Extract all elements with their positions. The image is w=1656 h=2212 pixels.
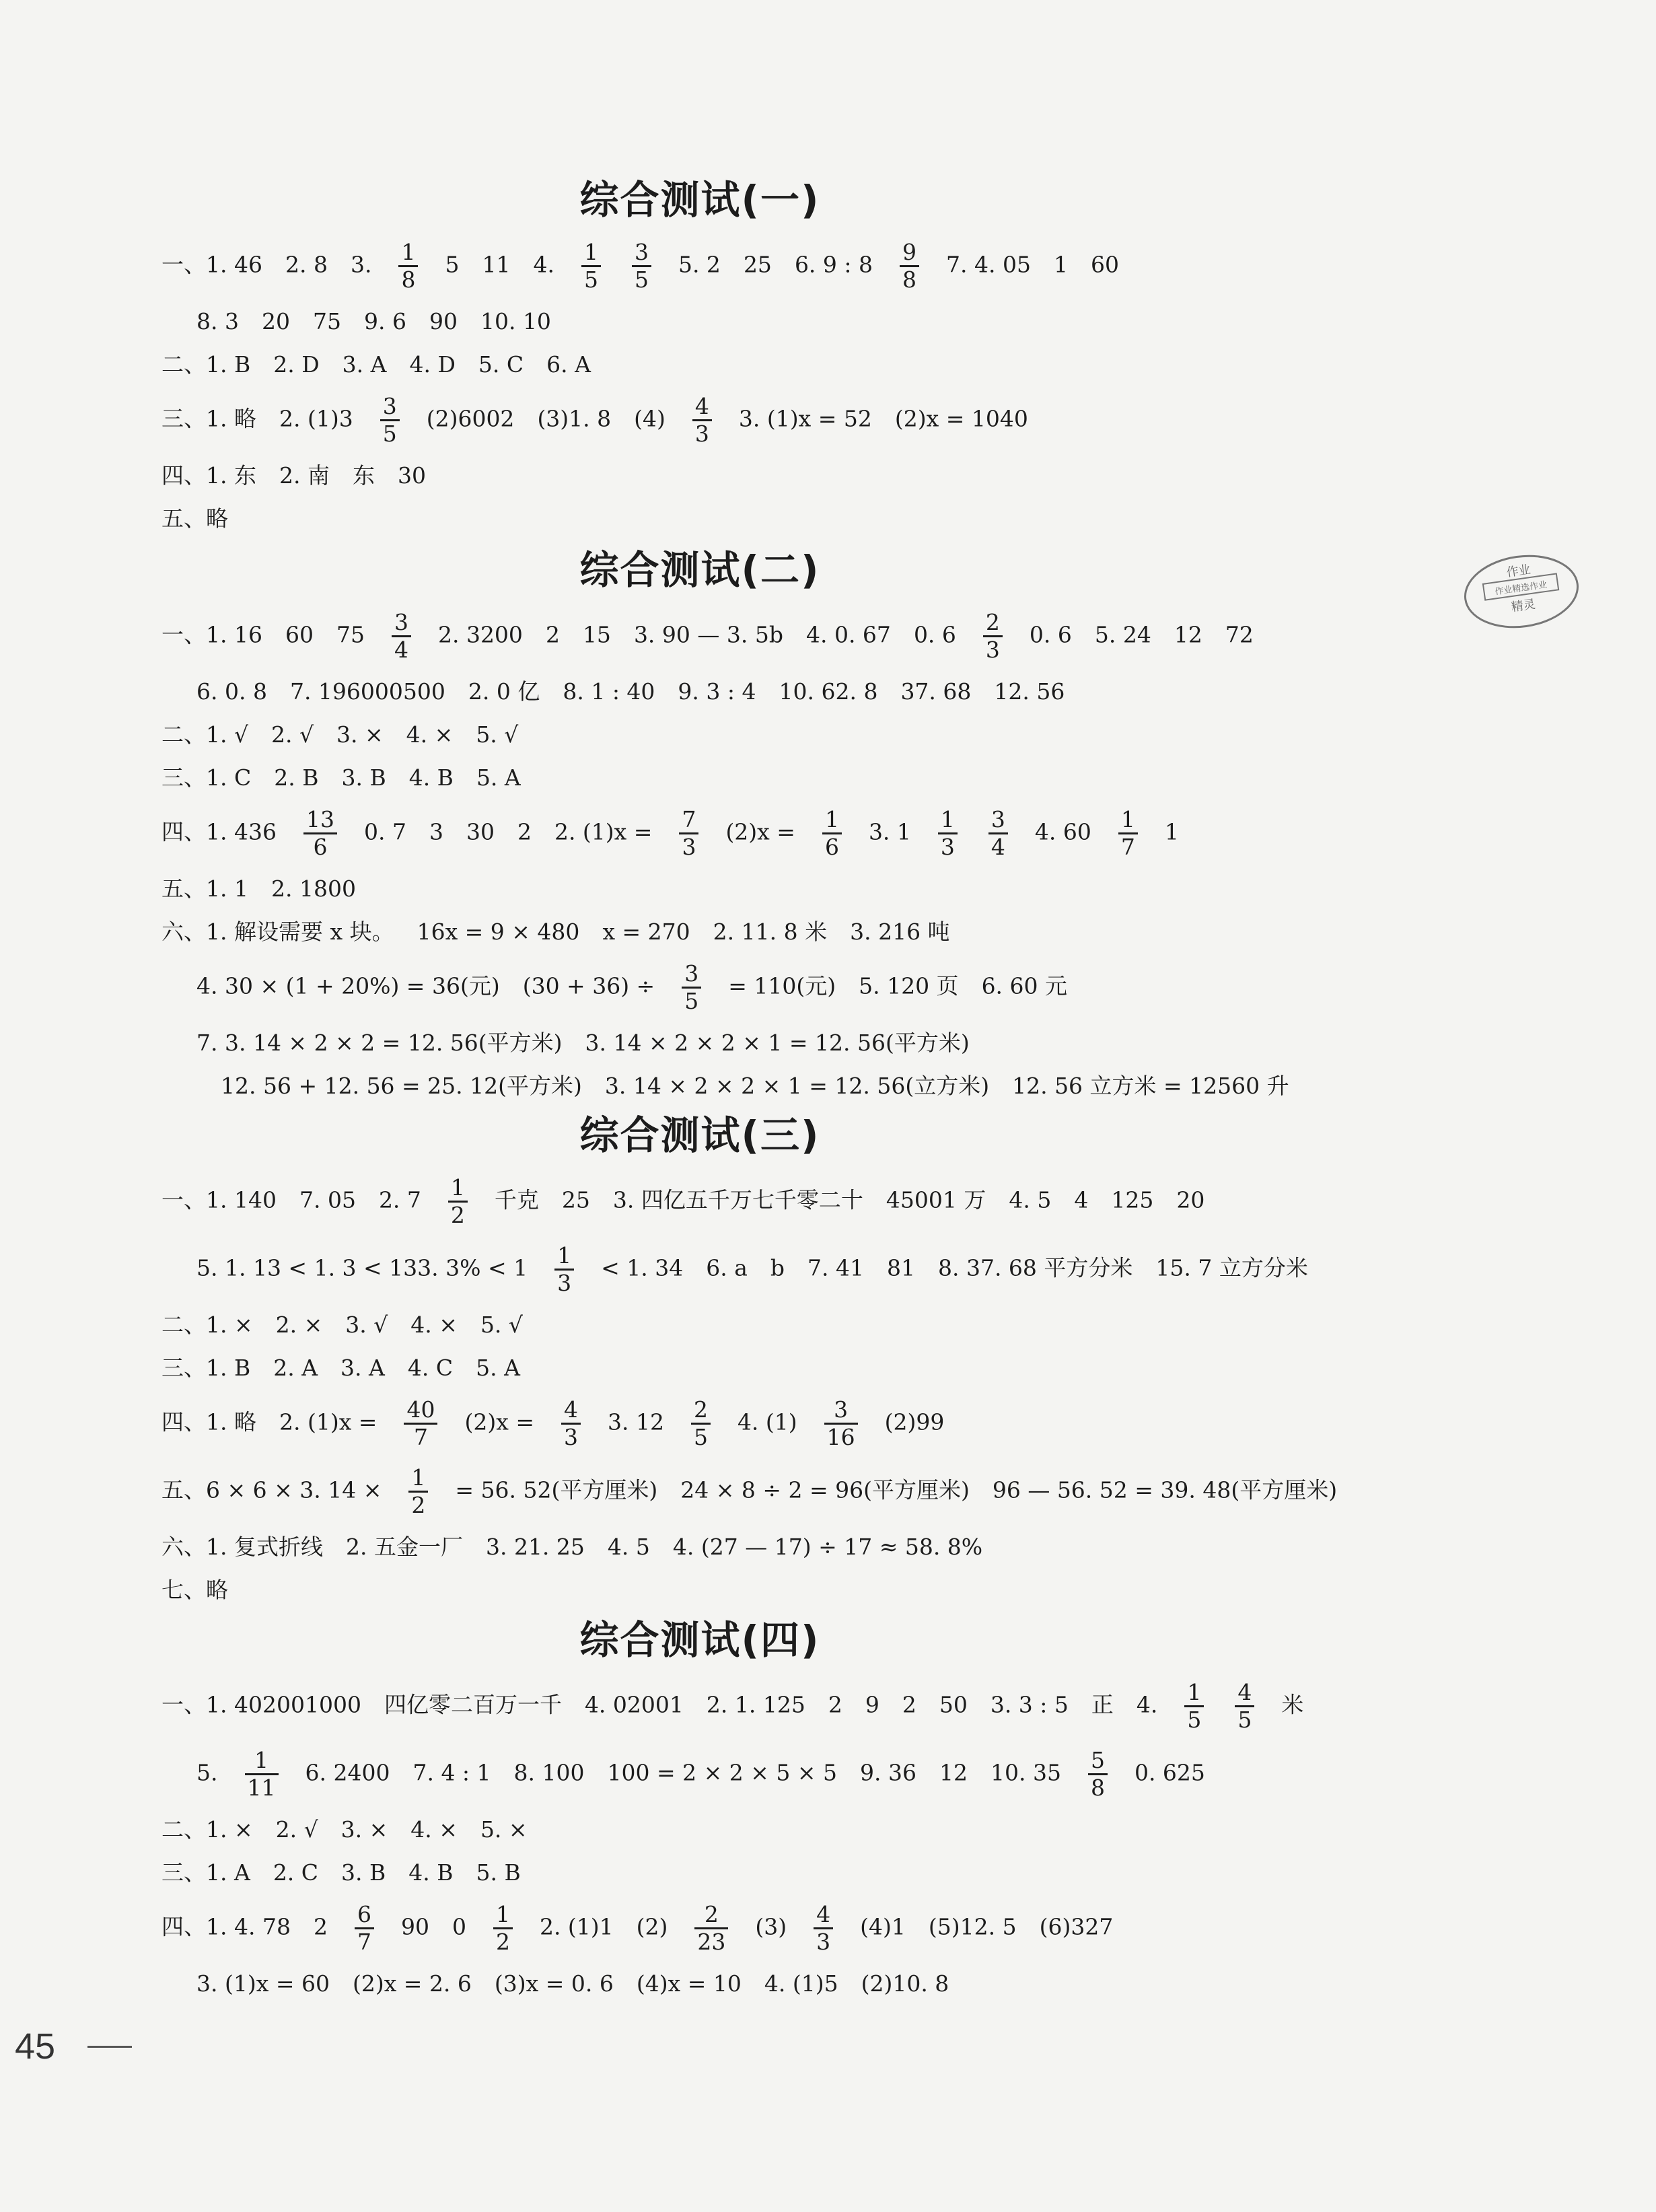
- answer-token: 10. 10: [480, 308, 551, 334]
- answer-token: 3. 四亿五千万七千零二十: [612, 1186, 863, 1213]
- answer-token: (2)x = 1040: [894, 405, 1028, 432]
- fraction: $\frac{3}{4}$: [988, 807, 1008, 860]
- answer-token: 四、1. 略: [161, 1408, 256, 1435]
- answer-line: [161, 1679, 1304, 1733]
- answer-token: 4. 5: [607, 1534, 650, 1560]
- stamp-bottom-text: 精灵: [1510, 597, 1537, 615]
- answer-token: 2: [313, 1913, 328, 1940]
- answer-token: 1: [1164, 818, 1179, 845]
- answer-token: 7. 4 : 1: [412, 1759, 491, 1786]
- answer-token: (6)327: [1039, 1913, 1114, 1940]
- answer-token: 4. B: [408, 764, 454, 791]
- answer-token: 米: [1281, 1691, 1304, 1718]
- answer-token: 四、1. 436: [161, 818, 277, 845]
- answer-token: 4. 30 × (1 + 20%) = 36(元): [196, 972, 500, 999]
- answer-token: 4: [1074, 1186, 1089, 1213]
- answer-token: (5)12. 5: [928, 1913, 1017, 1940]
- answer-token: 2. B: [274, 764, 319, 791]
- fraction: $\frac{3}{5}$: [632, 240, 651, 293]
- answer-line: [161, 1859, 1238, 1887]
- answer-token: 七、略: [161, 1577, 228, 1603]
- answer-token: 二、1. ×: [161, 1312, 253, 1338]
- answer-token: 2. ×: [275, 1312, 323, 1338]
- answer-token: 6. 60 元: [981, 972, 1068, 999]
- answer-token: 五、1. 1: [161, 876, 248, 902]
- answer-token: 8. 1 : 40: [563, 678, 655, 705]
- answer-line: [161, 308, 1238, 336]
- answer-token: 3. (1)x = 52: [738, 405, 872, 432]
- answer-token: 5. A: [476, 764, 521, 791]
- answer-token: 37. 68: [900, 678, 972, 705]
- answer-line: [161, 875, 1238, 903]
- answer-token: 2. D: [273, 351, 320, 378]
- answer-token: 100 = 2 × 2 × 5 × 5: [607, 1759, 838, 1786]
- fraction: $\frac{1}{11}$: [245, 1748, 279, 1801]
- answer-token: 2: [545, 621, 560, 648]
- test-title: 综合测试(一): [579, 177, 820, 223]
- fraction: $\frac{1}{2}$: [408, 1465, 428, 1518]
- answer-token: 三、1. B: [161, 1355, 251, 1381]
- answer-token: 5. √: [480, 1312, 523, 1338]
- answer-line: [161, 505, 1238, 533]
- answer-token: 96 — 56. 52 = 39. 48(平方厘米): [992, 1476, 1338, 1503]
- answer-token: 二、1. ×: [161, 1816, 253, 1843]
- answer-token: 9. 36: [860, 1759, 916, 1786]
- answer-line: [161, 721, 1238, 749]
- page-number-dash: [87, 2046, 132, 2048]
- answer-token: 3. A: [342, 351, 387, 378]
- answer-token: 0: [452, 1913, 466, 1940]
- answer-token: 四亿零二百万一千: [384, 1691, 562, 1718]
- answer-token: 4. 02001: [584, 1691, 684, 1718]
- answer-token: (2)6002: [426, 405, 515, 432]
- answer-token: 3. 21. 25: [485, 1534, 585, 1560]
- answer-token: 0. 6: [913, 621, 956, 648]
- answer-token: 3. 90 — 3. 5b: [633, 621, 783, 648]
- fraction: $\frac{1}{8}$: [398, 240, 418, 293]
- answer-token: 4. 5: [1009, 1186, 1052, 1213]
- fraction: $\frac{4}{5}$: [1235, 1680, 1254, 1733]
- answer-line: [161, 1242, 1308, 1296]
- answer-token: 4. 0. 67: [805, 621, 891, 648]
- answer-token: 9. 6: [363, 308, 406, 334]
- answer-token: 3. 14 × 2 × 2 × 1 = 12. 56(平方米): [585, 1030, 970, 1056]
- answer-token: 12: [1174, 621, 1202, 648]
- answer-token: 4.: [533, 251, 554, 278]
- answer-token: 24 × 8 ÷ 2 = 96(平方厘米): [680, 1476, 970, 1503]
- answer-token: 8. 3: [196, 308, 239, 334]
- answer-token: 3. B: [341, 764, 386, 791]
- answer-token: 5: [445, 251, 460, 278]
- answer-token: 3: [429, 818, 443, 845]
- answer-token: 12. 56: [994, 678, 1065, 705]
- answer-token: 二、1. B: [161, 351, 251, 378]
- answer-token: 3. ×: [340, 1816, 388, 1843]
- answer-token: 5. 24: [1094, 621, 1151, 648]
- answer-token: 2. (1)3: [279, 405, 353, 432]
- answer-token: 五、6 × 6 × 3. 14 ×: [161, 1476, 382, 1503]
- answer-token: 30: [397, 462, 426, 489]
- answer-token: 东: [352, 462, 375, 489]
- answer-token: 四、1. 4. 78: [161, 1913, 291, 1940]
- answer-token: 75: [336, 621, 365, 648]
- test-title: 综合测试(三): [579, 1112, 820, 1158]
- answer-token: 7. 3. 14 × 2 × 2 = 12. 56(平方米): [196, 1030, 563, 1056]
- answer-token: 9: [865, 1691, 879, 1718]
- answer-token: (2)x = 2. 6: [352, 1970, 472, 1997]
- answer-token: 一、1. 16: [161, 621, 262, 648]
- answer-token: 2. C: [273, 1859, 319, 1886]
- answer-line: [161, 1397, 1238, 1450]
- answer-token: 10. 62. 8: [779, 678, 878, 705]
- answer-token: 5. C: [478, 351, 524, 378]
- fraction: $\frac{2}{23}$: [694, 1902, 728, 1955]
- answer-token: 6. A: [546, 351, 591, 378]
- answer-token: 5. √: [476, 721, 519, 748]
- answer-token: (2): [636, 1913, 668, 1940]
- answer-token: 7. 41: [807, 1254, 864, 1281]
- fraction: $\frac{9}{8}$: [900, 240, 919, 293]
- answer-token: 二、1. √: [161, 721, 249, 748]
- answer-token: 六、1. 解设需要 x 块。: [161, 919, 394, 945]
- fraction: $\frac{1}{3}$: [554, 1243, 574, 1296]
- answer-token: 3. 14 × 2 × 2 × 1 = 12. 56(立方米): [604, 1073, 990, 1099]
- fraction: $\frac{1}{7}$: [1118, 807, 1138, 860]
- answer-token: 12: [939, 1759, 968, 1786]
- answer-token: 15: [582, 621, 611, 648]
- answer-token: 5. ×: [480, 1816, 528, 1843]
- answer-token: b: [770, 1254, 785, 1281]
- answer-token: 72: [1225, 621, 1254, 648]
- answer-token: 四、1. 东: [161, 462, 256, 489]
- answer-token: 3. (1)x = 60: [196, 1970, 330, 1997]
- fraction: $\frac{4}{3}$: [814, 1902, 833, 1955]
- answer-line: [161, 1748, 1238, 1801]
- fraction: $\frac{3}{5}$: [682, 961, 701, 1014]
- fraction: $\frac{3}{5}$: [380, 394, 400, 447]
- answer-token: 8. 100: [513, 1759, 585, 1786]
- answer-token: 5. 120 页: [859, 972, 959, 999]
- answer-token: 一、1. 402001000: [161, 1691, 361, 1718]
- answer-token: 三、1. 略: [161, 405, 256, 432]
- answer-line: [161, 678, 1238, 706]
- answer-token: 2. 11. 8 米: [713, 919, 828, 945]
- answer-token: 2. 五金一厂: [345, 1534, 463, 1560]
- answer-token: 6. a: [706, 1254, 748, 1281]
- answer-line: [161, 462, 1238, 490]
- answer-line: [161, 1970, 1238, 1998]
- answer-token: (30 + 36) ÷: [522, 972, 655, 999]
- fraction: $\frac{3}{4}$: [392, 610, 411, 663]
- fraction: $\frac{5}{8}$: [1088, 1748, 1108, 1801]
- answer-token: 一、1. 140: [161, 1186, 277, 1213]
- answer-line: [161, 1354, 1238, 1382]
- answer-line: [161, 1029, 1238, 1057]
- answer-token: 3. 12: [607, 1408, 664, 1435]
- answer-token: 25: [561, 1186, 590, 1213]
- answer-token: 6. 0. 8: [196, 678, 267, 705]
- test-section-3: [161, 1104, 1338, 1619]
- answer-line: [161, 1072, 1289, 1100]
- answer-token: x = 270: [602, 919, 690, 945]
- fraction: $\frac{40}{7}$: [404, 1397, 437, 1450]
- answer-token: 6. 2400: [305, 1759, 390, 1786]
- test-title: 综合测试(二): [579, 547, 820, 593]
- answer-line: [161, 609, 1254, 663]
- answer-token: = 110(元): [728, 972, 836, 999]
- answer-token: 2. A: [273, 1355, 318, 1381]
- answer-token: 11: [482, 251, 511, 278]
- answer-token: 2. 1. 125: [706, 1691, 805, 1718]
- answer-token: 5. 1. 13 < 1. 3 < 133. 3% < 1: [196, 1254, 528, 1281]
- answer-token: 7. 196000500: [289, 678, 445, 705]
- answer-token: (3)1. 8: [537, 405, 612, 432]
- answer-token: 2. (1)x =: [279, 1408, 377, 1435]
- answer-token: 千克: [494, 1186, 539, 1213]
- answer-line: [161, 1464, 1338, 1518]
- answer-token: 一、1. 46: [161, 251, 262, 278]
- answer-token: 90: [400, 1913, 429, 1940]
- test-section-1: [161, 168, 1238, 548]
- answer-token: 三、1. C: [161, 764, 252, 791]
- answer-token: 5. 2: [678, 251, 721, 278]
- answer-token: 2: [902, 1691, 916, 1718]
- answer-token: 3. 3 : 5: [990, 1691, 1069, 1718]
- answer-line: [161, 1816, 1238, 1844]
- fraction: $\frac{1}{6}$: [822, 807, 842, 860]
- answer-token: (4)1: [860, 1913, 906, 1940]
- answer-token: 45001 万: [886, 1186, 986, 1213]
- fraction: $\frac{3}{16}$: [824, 1397, 858, 1450]
- answer-token: 0. 6: [1029, 621, 1072, 648]
- test-section-4: [161, 1608, 1304, 2013]
- answer-token: 4. D: [409, 351, 456, 378]
- fraction: $\frac{13}{6}$: [303, 807, 337, 860]
- answer-line: [161, 918, 1238, 946]
- answer-token: 4. ×: [410, 1312, 458, 1338]
- answer-token: 3.: [350, 251, 372, 278]
- answer-token: 7. 4. 05: [946, 251, 1031, 278]
- answer-token: 75: [312, 308, 341, 334]
- answer-token: 20: [261, 308, 290, 334]
- stamp-top-text: 作业: [1505, 562, 1532, 580]
- answer-token: 9. 3 : 4: [678, 678, 756, 705]
- answer-token: (4): [634, 405, 665, 432]
- answer-token: 5. B: [476, 1859, 521, 1886]
- answer-token: 25: [743, 251, 772, 278]
- fraction: $\frac{4}{3}$: [561, 1397, 581, 1450]
- answer-token: 12. 56 + 12. 56 = 25. 12(平方米): [221, 1073, 582, 1099]
- stamp-middle-text: 作业精选作业: [1494, 579, 1548, 598]
- answer-line: [161, 1576, 1238, 1604]
- answer-token: 2. (1)x =: [554, 818, 653, 845]
- answer-line: [161, 961, 1238, 1014]
- answer-line: [161, 1311, 1238, 1339]
- answer-token: 六、1. 复式折线: [161, 1534, 323, 1560]
- answer-token: 50: [939, 1691, 968, 1718]
- answer-token: 3. ×: [336, 721, 384, 748]
- answer-token: 2. 0 亿: [468, 678, 540, 705]
- answer-token: 0. 7: [363, 818, 406, 845]
- fraction: $\frac{2}{5}$: [691, 1397, 711, 1450]
- answer-token: 90: [429, 308, 458, 334]
- answer-line: [161, 394, 1238, 447]
- answer-token: 4. ×: [406, 721, 454, 748]
- answer-token: 3. 1: [868, 818, 911, 845]
- answer-token: < 1. 34: [601, 1254, 684, 1281]
- answer-line: [161, 240, 1238, 293]
- answer-token: = 56. 52(平方厘米): [455, 1476, 658, 1503]
- fraction: $\frac{1}{2}$: [493, 1902, 513, 1955]
- answer-token: 2. √: [275, 1816, 318, 1843]
- answer-token: (2)x =: [725, 818, 795, 845]
- answer-token: 1: [1053, 251, 1068, 278]
- stamp-logo: [1457, 544, 1587, 639]
- answer-token: 2. √: [271, 721, 314, 748]
- fraction: $\frac{1}{3}$: [938, 807, 958, 860]
- answer-token: 5.: [196, 1759, 218, 1786]
- answer-line: [161, 1902, 1238, 1955]
- fraction: $\frac{1}{5}$: [1184, 1680, 1204, 1733]
- answer-token: 12. 56 立方米 = 12560 升: [1012, 1073, 1289, 1099]
- answer-token: 4. ×: [410, 1816, 458, 1843]
- answer-token: 2: [517, 818, 532, 845]
- answer-token: 10. 35: [990, 1759, 1061, 1786]
- answer-token: 6. 9 : 8: [794, 251, 873, 278]
- answer-token: 4. (1): [737, 1408, 797, 1435]
- answer-token: 4.: [1136, 1691, 1158, 1718]
- test-section-2: [161, 538, 1289, 1115]
- answer-token: 8. 37. 68 平方分米: [937, 1254, 1133, 1281]
- answer-token: 0. 625: [1134, 1759, 1205, 1786]
- answer-token: 20: [1176, 1186, 1205, 1213]
- answer-token: 2. 1800: [271, 876, 356, 902]
- answer-line: [161, 807, 1238, 860]
- answer-token: 4. (1)5: [764, 1970, 838, 1997]
- answer-token: 2. 8: [285, 251, 328, 278]
- answer-token: 4. (27 — 17) ÷ 17 ≈ 58. 8%: [672, 1534, 983, 1560]
- answer-token: 60: [1090, 251, 1119, 278]
- answer-token: 2. (1)1: [539, 1913, 614, 1940]
- answer-token: 3. A: [340, 1355, 385, 1381]
- answer-token: 16x = 9 × 480: [417, 919, 580, 945]
- answer-token: 3. 216 吨: [850, 919, 950, 945]
- answer-token: (2)10. 8: [861, 1970, 949, 1997]
- answer-token: (4)x = 10: [636, 1970, 742, 1997]
- fraction: $\frac{2}{3}$: [983, 610, 1003, 663]
- answer-line: [161, 764, 1238, 792]
- answer-token: 7. 05: [299, 1186, 356, 1213]
- answer-token: (3): [755, 1913, 787, 1940]
- answer-token: 正: [1091, 1691, 1114, 1718]
- answer-token: 4. B: [408, 1859, 454, 1886]
- fraction: $\frac{1}{2}$: [448, 1175, 468, 1228]
- answer-token: 2: [828, 1691, 842, 1718]
- answer-token: 15. 7 立方分米: [1155, 1254, 1308, 1281]
- answer-token: (2)99: [884, 1408, 945, 1435]
- fraction: $\frac{7}{3}$: [679, 807, 698, 860]
- fraction: $\frac{6}{7}$: [355, 1902, 374, 1955]
- answer-token: 3. √: [345, 1312, 388, 1338]
- answer-line: [161, 1533, 1238, 1561]
- answer-token: (2)x =: [464, 1408, 534, 1435]
- answer-token: 2. 南: [279, 462, 330, 489]
- answer-token: 4. 60: [1034, 818, 1091, 845]
- answer-token: 81: [886, 1254, 915, 1281]
- test-title: 综合测试(四): [579, 1617, 820, 1663]
- answer-token: 2. 7: [378, 1186, 421, 1213]
- answer-token: 三、1. A: [161, 1859, 250, 1886]
- fraction: $\frac{4}{3}$: [692, 394, 712, 447]
- answer-token: 4. C: [407, 1355, 454, 1381]
- answer-line: [161, 351, 1238, 379]
- answer-token: 5. A: [476, 1355, 520, 1381]
- answer-token: (3)x = 0. 6: [494, 1970, 614, 1997]
- answer-token: 60: [285, 621, 314, 648]
- answer-line: [161, 1175, 1238, 1228]
- answer-token: 五、略: [161, 505, 228, 532]
- answer-token: 2. 3200: [437, 621, 523, 648]
- answer-token: 125: [1111, 1186, 1154, 1213]
- answer-token: 3. B: [341, 1859, 386, 1886]
- page-number: 45: [15, 2026, 56, 2067]
- answer-token: 30: [466, 818, 495, 845]
- fraction: $\frac{1}{5}$: [581, 240, 601, 293]
